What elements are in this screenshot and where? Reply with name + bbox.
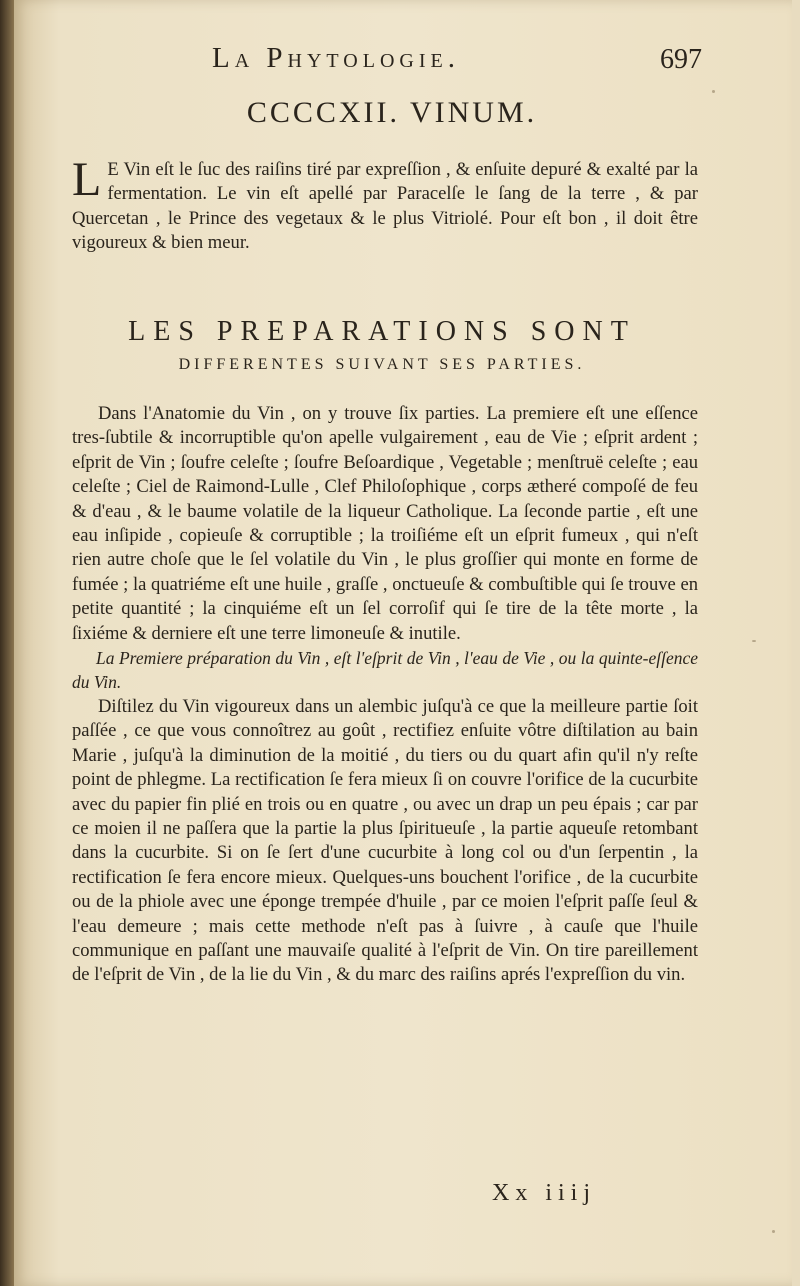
paper-speck [752,640,756,642]
paper-speck [772,1230,775,1233]
running-title: La Phytologie. [212,42,460,74]
chapter-title: CCCCXII. VINUM. [246,96,538,129]
main-text [72,402,698,988]
section-heading-line1: LES PREPARATIONS SONT [128,316,636,347]
intro-text: E Vin eſt le ſuc des raiſins tiré par expreſſion , & enſuite depuré & exalté par la fermentation. Le vin eſt apellé par Paracelſe le ſang de la terre , & par Quercetan , le Prince des vegetaux & le plus Vitriolé. Pour eſt bon , il doit être vigoureux & bien meur. [72,159,698,254]
paragraph-distillation: Diſtilez du Vin vigoureux dans un alembic juſqu'à ce que la meilleure partie ſoit paſſée , ce que vous connoîtrez au goût , rectifiez enſuite vôtre diſtilation au bain Marie , juſqu'à la diminution de la moitié , du tiers ou du quart afin qu'il n'y reſte point de phlegme. La rectification ſe fera mieux ſi on couvre l'orifice de la cucurbite avec du papier fin plié en trois ou en quatre , ou avec un drap un peu épais ; car par ce moien il ne paſſera que la partie la plus ſpiritueuſe , la partie aqueuſe retombant dans la cucurbite. Si on ſe ſert d'une cucurbite à long col ou d'un ſerpentin , la rectification ſe fera encore mieux. Quelques-uns bouchent l'orifice , de la cucurbite ou de la phiole avec une éponge trempée d'huile , par ce moien l'eſprit paſſe ſeul & l'eau demeure ; mais cette methode n'eſt pas à ſuivre , à cauſe que l'huile communique en paſſant une mauvaiſe qualité à l'eſprit de Vin. On tire pareillement de l'eſprit de Vin , de la lie du Vin , & du marc des raiſins aprés l'expreſſion du vin. [72,695,698,986]
section-heading-line2: DIFFERENTES SUIVANT SES PARTIES. [178,356,586,373]
paper-speck [712,90,715,93]
signature-mark: Xx iiij [492,1180,597,1206]
running-head [212,42,702,75]
drop-cap: L [72,153,102,206]
book-page [12,0,792,1286]
preparation-caption: La Premiere préparation du Vin , eſt l'eſprit de Vin , l'eau de Vie , ou la quinte-eſſence du Vin. [72,648,698,693]
intro-paragraph [72,153,698,256]
book-spine [0,0,14,1286]
page-number: 697 [660,44,702,75]
paragraph-anatomy: Dans l'Anatomie du Vin , on y trouve ſix parties. La premiere eſt une eſſence tres-ſubtile & incorruptible qu'on apelle vulgairement , eau de Vie ; eſprit ardent ; eſprit de Vin ; ſoufre celeſte ; ſoufre Beſoardique , Vegetable ; menſtruë celeſte ; eau celeſte ; Ciel de Raimond-Lulle , Clef Philoſophique , corps ætheré compoſé de feu & d'eau , & le baume volatile de la liqueur Catholique. La ſeconde partie , eſt une eau inſipide , copieuſe & corruptible ; la troiſiéme eſt un eſprit fumeux , qui n'eſt rien autre choſe que le ſel volatile du Vin , le plus groſſier qui monte en forme de fumée ; la quatriéme eſt une huile , graſſe , onctueuſe & combuſtible qui ſe trouve en petite quantité ; la cinquiéme eſt un ſel corroſif qui ſe tire de la tête morte , la ſixiéme & derniere eſt une terre limoneuſe & inutile. [72,403,698,644]
